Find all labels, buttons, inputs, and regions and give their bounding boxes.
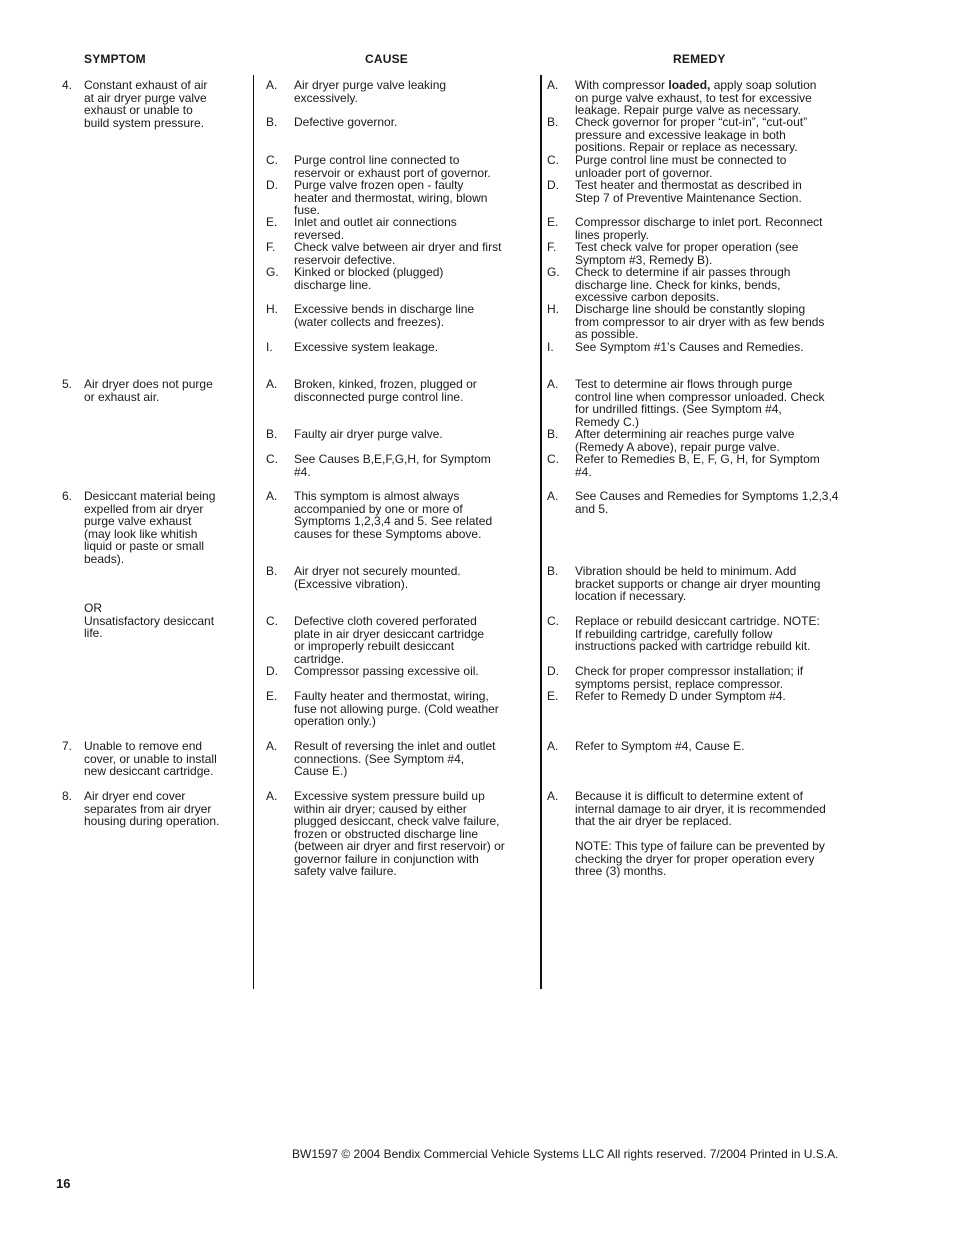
cause-letter: B. [266,115,278,129]
remedy-letter: A. [547,78,559,92]
cause-text: Broken, kinked, frozen, plugged or disconnected purge control line. [294,377,477,404]
remedy-text: Test to determine air flows through purge control line when compressor unloaded. Check for undrilled fittings. (See Symptom #4, Remedy C.) [575,377,825,429]
cause-letter: G. [266,265,279,279]
cause-letter: D. [266,178,278,192]
header-symptom: SYMPTOM [84,52,146,66]
cause-text: Defective cloth covered perforated plate in air dryer desiccant cartridge or improperly rebuilt desiccant cartridge. [294,614,485,666]
cause-text: Kinked or blocked (plugged) discharge line. [294,265,444,292]
cause-text: See Causes B,E,F,G,H, for Symptom #4. [294,452,491,479]
cause-letter: C. [266,153,278,167]
cause-text: Air dryer purge valve leaking excessively. [294,78,447,105]
cause-text: Excessive system pressure build up within air dryer; caused by either plugged desiccant, check valve failure, frozen or obstructed discharge line (between air dryer and first reservoir) or governor failure in conjunction with safety valve failure. [294,789,505,878]
remedy-letter: B. [547,427,559,441]
cause-letter: A. [266,78,278,92]
cause-text: Air dryer not securely mounted. (Excessive vibration). [294,564,461,591]
symptom-number: 6. [62,489,73,503]
cause-letter: A. [266,739,278,753]
cause-text: Purge control line connected to reservoir or exhaust port of governor. [294,153,491,180]
symptom-text: Desiccant material being expelled from air dryer purge valve exhaust (may look like whitish liquid or paste or small beads). [84,489,216,566]
symptom-number: 7. [62,739,73,753]
cause-text: Faulty heater and thermostat, wiring, fuse not allowing purge. (Cold weather operation only.) [294,689,499,728]
remedy-letter: A. [547,489,559,503]
symptom-text: Air dryer does not purge or exhaust air. [84,377,213,404]
cause-letter: A. [266,789,278,803]
remedy-letter: C. [547,452,559,466]
page-number: 16 [56,1176,71,1191]
remedy-letter: H. [547,302,559,316]
cause-letter: B. [266,427,278,441]
remedy-text: See Causes and Remedies for Symptoms 1,2,3,4 and 5. [575,489,839,516]
remedy-letter: A. [547,739,559,753]
cause-letter: H. [266,302,278,316]
remedy-letter: D. [547,664,559,678]
remedy-text: Because it is difficult to determine extent of internal damage to air dryer, it is recommended that the air dryer be replaced. [575,789,826,828]
cause-letter: A. [266,377,278,391]
header-remedy: REMEDY [673,52,726,66]
cause-text: Excessive system leakage. [294,340,439,354]
remedy-text-bold: loaded, [668,78,711,92]
symptom-number: 8. [62,789,73,803]
cause-text: Faulty air dryer purge valve. [294,427,443,441]
symptom-number: 5. [62,377,73,391]
cause-letter: C. [266,452,278,466]
remedy-letter: B. [547,564,559,578]
cause-letter: I. [266,340,273,354]
cause-text: This symptom is almost always accompanied by one or more of Symptoms 1,2,3,4 and 5. See related causes for these Symptoms above. [294,489,493,541]
remedy-text: apply soap solution on purge valve exhaust, to test for excessive leakage. Repair purge valve as necessary. [575,78,817,117]
remedy-text: Test check valve for proper operation (see Symptom #3, Remedy B). [575,240,799,267]
remedy-text-pre: With compressor [575,78,669,92]
remedy-letter: D. [547,178,559,192]
remedy-text: See Symptom #1’s Causes and Remedies. [575,340,804,354]
remedy-text: Purge control line must be connected to unloader port of governor. [575,153,787,180]
symptom-text: OR Unsatisfactory desiccant life. [84,601,215,640]
remedy-letter: A. [547,377,559,391]
remedy-letter: I. [547,340,554,354]
cause-text: Defective governor. [294,115,398,129]
cause-letter: E. [266,689,278,703]
remedy-text: NOTE: This type of failure can be prevented by checking the dryer for proper operation every three (3) months. [575,839,825,878]
remedy-letter: B. [547,115,559,129]
remedy-letter: C. [547,153,559,167]
symptom-number: 4. [62,78,73,92]
cause-letter: A. [266,489,278,503]
column-divider-left [253,75,254,989]
cause-text: Inlet and outlet air connections reversed. [294,215,457,242]
symptom-text: Unable to remove end cover, or unable to install new desiccant cartridge. [84,739,217,778]
remedy-text: Refer to Remedies B, E, F, G, H, for Symptom #4. [575,452,820,479]
remedy-text: Replace or rebuild desiccant cartridge. NOTE: If rebuilding cartridge, carefully follow instructions packed with cartridge rebuild kit. [575,614,820,653]
cause-text: Result of reversing the inlet and outlet connections. (See Symptom #4, Cause E.) [294,739,496,778]
remedy-text: Check governor for proper “cut-in”, “cut-out” pressure and excessive leakage in both positions. Repair or replace as necessary. [575,115,808,154]
cause-text: Check valve between air dryer and first reservoir defective. [294,240,502,267]
remedy-text: Compressor discharge to inlet port. Reconnect lines properly. [575,215,823,242]
cause-text: Purge valve frozen open - faulty heater and thermostat, wiring, blown fuse. [294,178,488,217]
remedy-text: Check for proper compressor installation; if symptoms persist, replace compressor. [575,664,804,691]
remedy-text: After determining air reaches purge valve (Remedy A above), repair purge valve. [575,427,795,454]
remedy-letter: G. [547,265,560,279]
footer-copyright: BW1597 © 2004 Bendix Commercial Vehicle Systems LLC All rights reserved. 7/2004 Printed in U.S.A. [292,1147,839,1161]
cause-letter: E. [266,215,278,229]
cause-letter: C. [266,614,278,628]
header-cause: CAUSE [365,52,409,66]
remedy-letter: E. [547,689,559,703]
cause-letter: B. [266,564,278,578]
remedy-letter: F. [547,240,557,254]
symptom-text: Air dryer end cover separates from air dryer housing during operation. [84,789,220,828]
cause-letter: D. [266,664,278,678]
remedy-letter: C. [547,614,559,628]
symptom-text: Constant exhaust of air at air dryer purge valve exhaust or unable to build system pressure. [84,78,208,130]
remedy-text: Test heater and thermostat as described in Step 7 of Preventive Maintenance Section. [575,178,802,205]
remedy-text: Check to determine if air passes through discharge line. Check for kinks, bends, excessive carbon deposits. [575,265,791,304]
remedy-letter: A. [547,789,559,803]
cause-text: Excessive bends in discharge line (water collects and freezes). [294,302,475,329]
cause-letter: F. [266,240,276,254]
remedy-text: Discharge line should be constantly sloping from compressor to air dryer with as few bends as possible. [575,302,825,341]
remedy-text: Refer to Symptom #4, Cause E. [575,739,745,753]
remedy-letter: E. [547,215,559,229]
remedy-text: Vibration should be held to minimum. Add bracket supports or change air dryer mounting location if necessary. [575,564,821,603]
remedy-text: Refer to Remedy D under Symptom #4. [575,689,786,703]
column-divider-right [540,75,542,989]
cause-text: Compressor passing excessive oil. [294,664,479,678]
